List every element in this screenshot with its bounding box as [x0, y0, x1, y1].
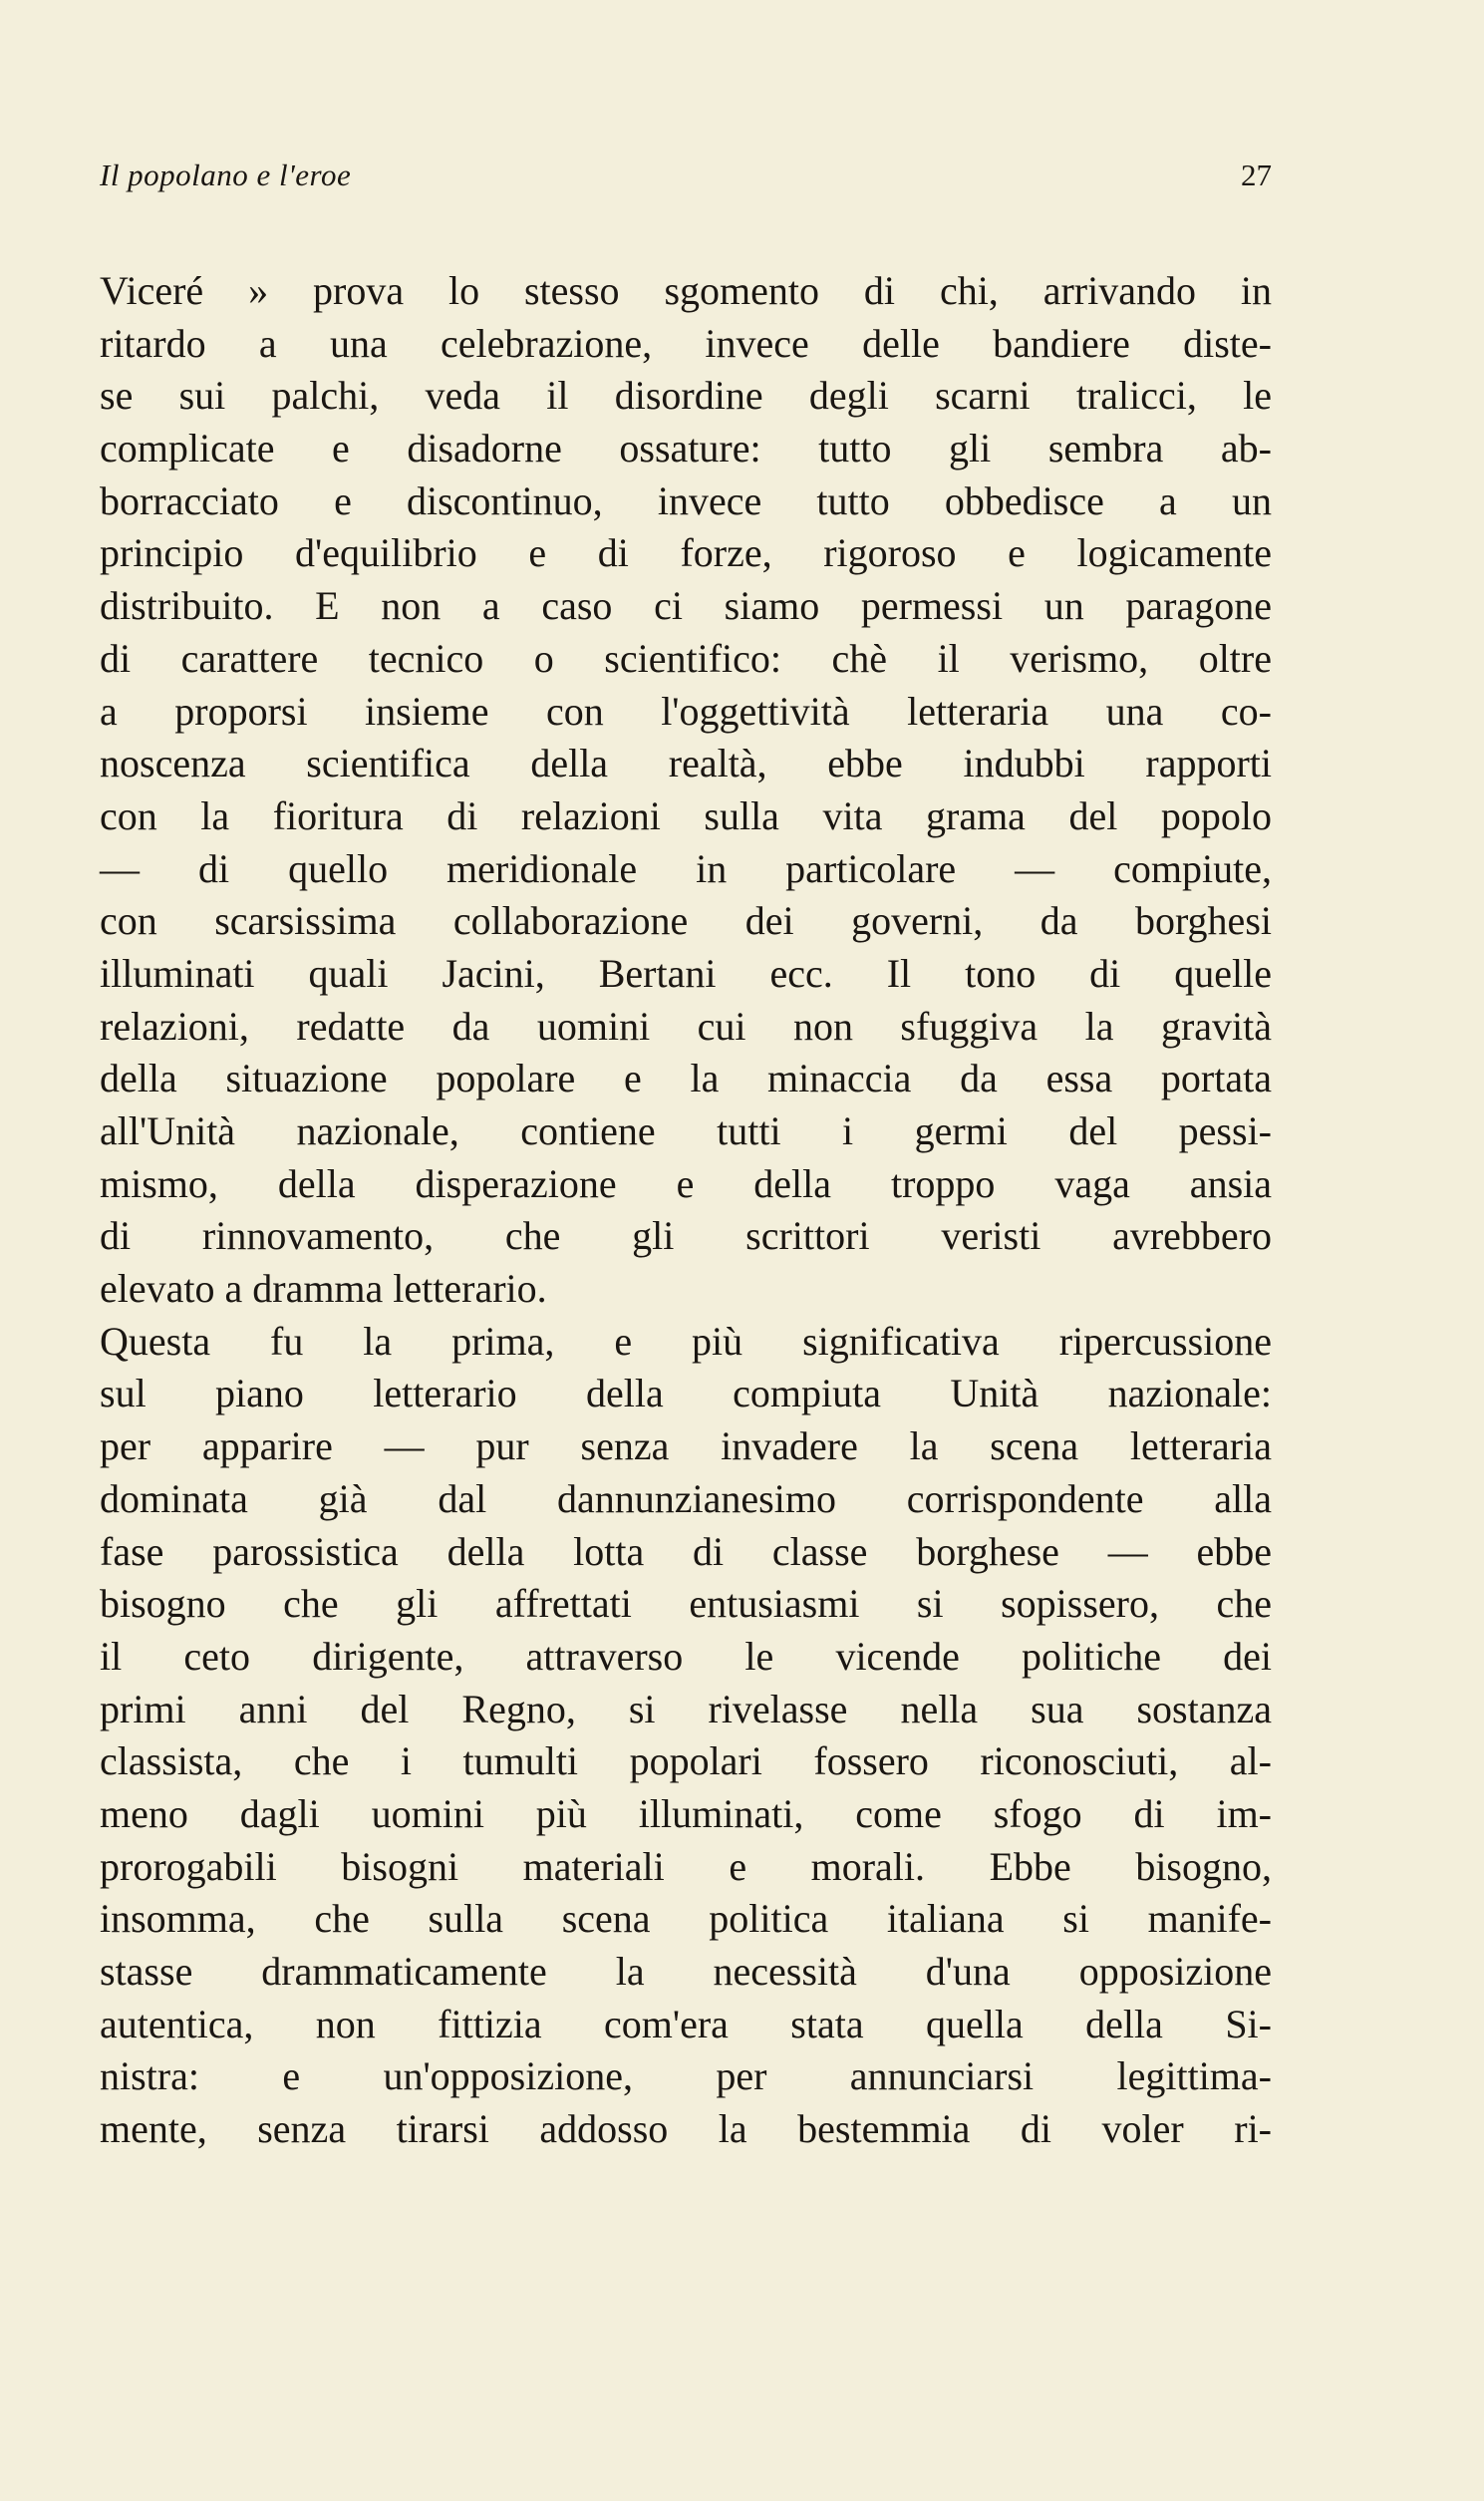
text-line: classista, che i tumulti popolari fossero riconosciuti, al-	[100, 1738, 1272, 1784]
text-line: noscenza scientifica della realtà, ebbe indubbi rapporti	[100, 741, 1272, 786]
text-line: prorogabili bisogni materiali e morali. Ebbe bisogno,	[100, 1843, 1272, 1889]
text-line: fase parossistica della lotta di classe borghese — ebbe	[100, 1528, 1272, 1574]
text-line: relazioni, redatte da uomini cui non sfuggiva la gravità	[100, 1003, 1272, 1049]
text-line: mente, senza tirarsi addosso la bestemmia di voler ri-	[100, 2106, 1272, 2152]
text-line: se sui palchi, veda il disordine degli scarni tralicci, le	[100, 373, 1272, 419]
running-title: Il popolano e l'eroe	[100, 157, 352, 192]
text-line: della situazione popolare e la minaccia da essa portata	[100, 1056, 1272, 1101]
text-line: mismo, della disperazione e della troppo vaga ansia	[100, 1160, 1272, 1206]
text-line: insomma, che sulla scena politica italiana si manife-	[100, 1896, 1272, 1942]
running-head	[100, 157, 1272, 207]
text-line: per apparire — pur senza invadere la scena letteraria	[100, 1423, 1272, 1469]
text-line: illuminati quali Jacini, Bertani ecc. Il tono di quelle	[100, 950, 1272, 996]
text-line: il ceto dirigente, attraverso le vicende politiche dei	[100, 1633, 1272, 1679]
text-line: principio d'equilibrio e di forze, rigoroso e logicamente	[100, 530, 1272, 576]
text-line: nistra: e un'opposizione, per annunciarsi legittima-	[100, 2053, 1272, 2099]
text-line: Questa fu la prima, e più significativa ripercussione	[100, 1318, 1272, 1364]
text-line: primi anni del Regno, si rivelasse nella sua sostanza	[100, 1686, 1272, 1731]
text-line: con la fioritura di relazioni sulla vita grama del popolo	[100, 792, 1272, 838]
text-line: di carattere tecnico o scientifico: chè il verismo, oltre	[100, 635, 1272, 681]
text-line: meno dagli uomini più illuminati, come sfogo di im-	[100, 1790, 1272, 1836]
body-text	[100, 265, 1272, 2156]
text-line: con scarsissima collaborazione dei governi, da borghesi	[100, 898, 1272, 944]
text-line: Viceré » prova lo stesso sgomento di chi, arrivando in	[100, 268, 1272, 313]
text-line: bisogno che gli affrettati entusiasmi si sopissero, che	[100, 1581, 1272, 1627]
text-line: distribuito. E non a caso ci siamo permessi un paragone	[100, 583, 1272, 629]
text-line: — di quello meridionale in particolare — compiute,	[100, 845, 1272, 891]
text-line: dominata già dal dannunzianesimo corrispondente alla	[100, 1475, 1272, 1521]
text-line: stasse drammaticamente la necessità d'una opposizione	[100, 1949, 1272, 1994]
text-line: complicate e disadorne ossature: tutto gli sembra ab-	[100, 426, 1272, 471]
text-line: di rinnovamento, che gli scrittori veristi avrebbero	[100, 1213, 1272, 1259]
page-number: 27	[1241, 157, 1272, 192]
paragraph-end-line: elevato a dramma letterario.	[100, 1266, 547, 1312]
text-line: all'Unità nazionale, contiene tutti i germi del pessi-	[100, 1108, 1272, 1153]
text-line: ritardo a una celebrazione, invece delle bandiere diste-	[100, 320, 1272, 366]
text-line: autentica, non fittizia com'era stata quella della Si-	[100, 2001, 1272, 2046]
text-line: a proporsi insieme con l'oggettività letteraria una co-	[100, 688, 1272, 734]
text-line: sul piano letterario della compiuta Unità nazionale:	[100, 1371, 1272, 1416]
text-line: borracciato e discontinuo, invece tutto obbedisce a un	[100, 477, 1272, 523]
